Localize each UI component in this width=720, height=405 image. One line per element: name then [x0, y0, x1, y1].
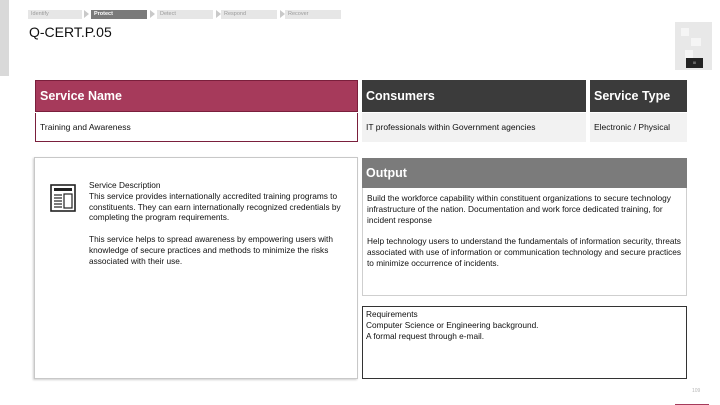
requirements-text [366, 309, 682, 341]
tab-identify[interactable]: Identify [28, 10, 82, 19]
output-paragraph: Build the workforce capability within constituent organizations to secure technology infrastructure of the nation. Documentation and work force dedicated training, for incident response [367, 193, 671, 225]
output-paragraph: Help technology users to understand the fundamentals of information security, threats associated with use of information or communication technology and secure practices to minimize occurrence of incidents. [367, 236, 682, 268]
corner-badge: II [686, 58, 703, 68]
tab-protect[interactable]: Protect [91, 10, 147, 19]
service-type-header: Service Type [590, 80, 687, 112]
page-title: Q-CERT.P.05 [29, 24, 112, 40]
output-header: Output [362, 158, 687, 188]
service-description [89, 180, 351, 267]
tab-detect[interactable]: Detect [157, 10, 213, 19]
corner-tile [681, 28, 689, 36]
left-edge-bar [0, 0, 9, 76]
service-name-value: Training and Awareness [35, 113, 358, 142]
requirements-line: A formal request through e-mail. [366, 330, 485, 341]
tab-respond[interactable]: Respond [221, 10, 277, 19]
description-paragraph: This service helps to spread awareness by empowering users with knowledge of secure practices and methods to minimize the risks associated with their use. [89, 234, 333, 266]
output-text [367, 193, 683, 269]
consumers-value: IT professionals within Government agencies [362, 113, 586, 142]
chevron-right-icon [84, 10, 89, 18]
requirements-heading: Requirements [366, 309, 418, 319]
chevron-right-icon [150, 10, 155, 18]
corner-tile [691, 38, 701, 46]
page-number: 109 [692, 388, 701, 394]
service-name-header: Service Name [35, 80, 358, 112]
requirements-line: Computer Science or Engineering background. [366, 319, 539, 330]
document-icon [50, 184, 76, 212]
tab-recover[interactable]: Recover [285, 10, 341, 19]
description-heading: Service Description [89, 180, 161, 190]
service-type-value: Electronic / Physical [590, 113, 687, 142]
consumers-header: Consumers [362, 80, 586, 112]
description-paragraph: This service provides internationally accredited training programs to constituents. They can earn internationally recognized credentials by completing the program requirements. [89, 190, 341, 223]
corner-tile [685, 50, 693, 58]
